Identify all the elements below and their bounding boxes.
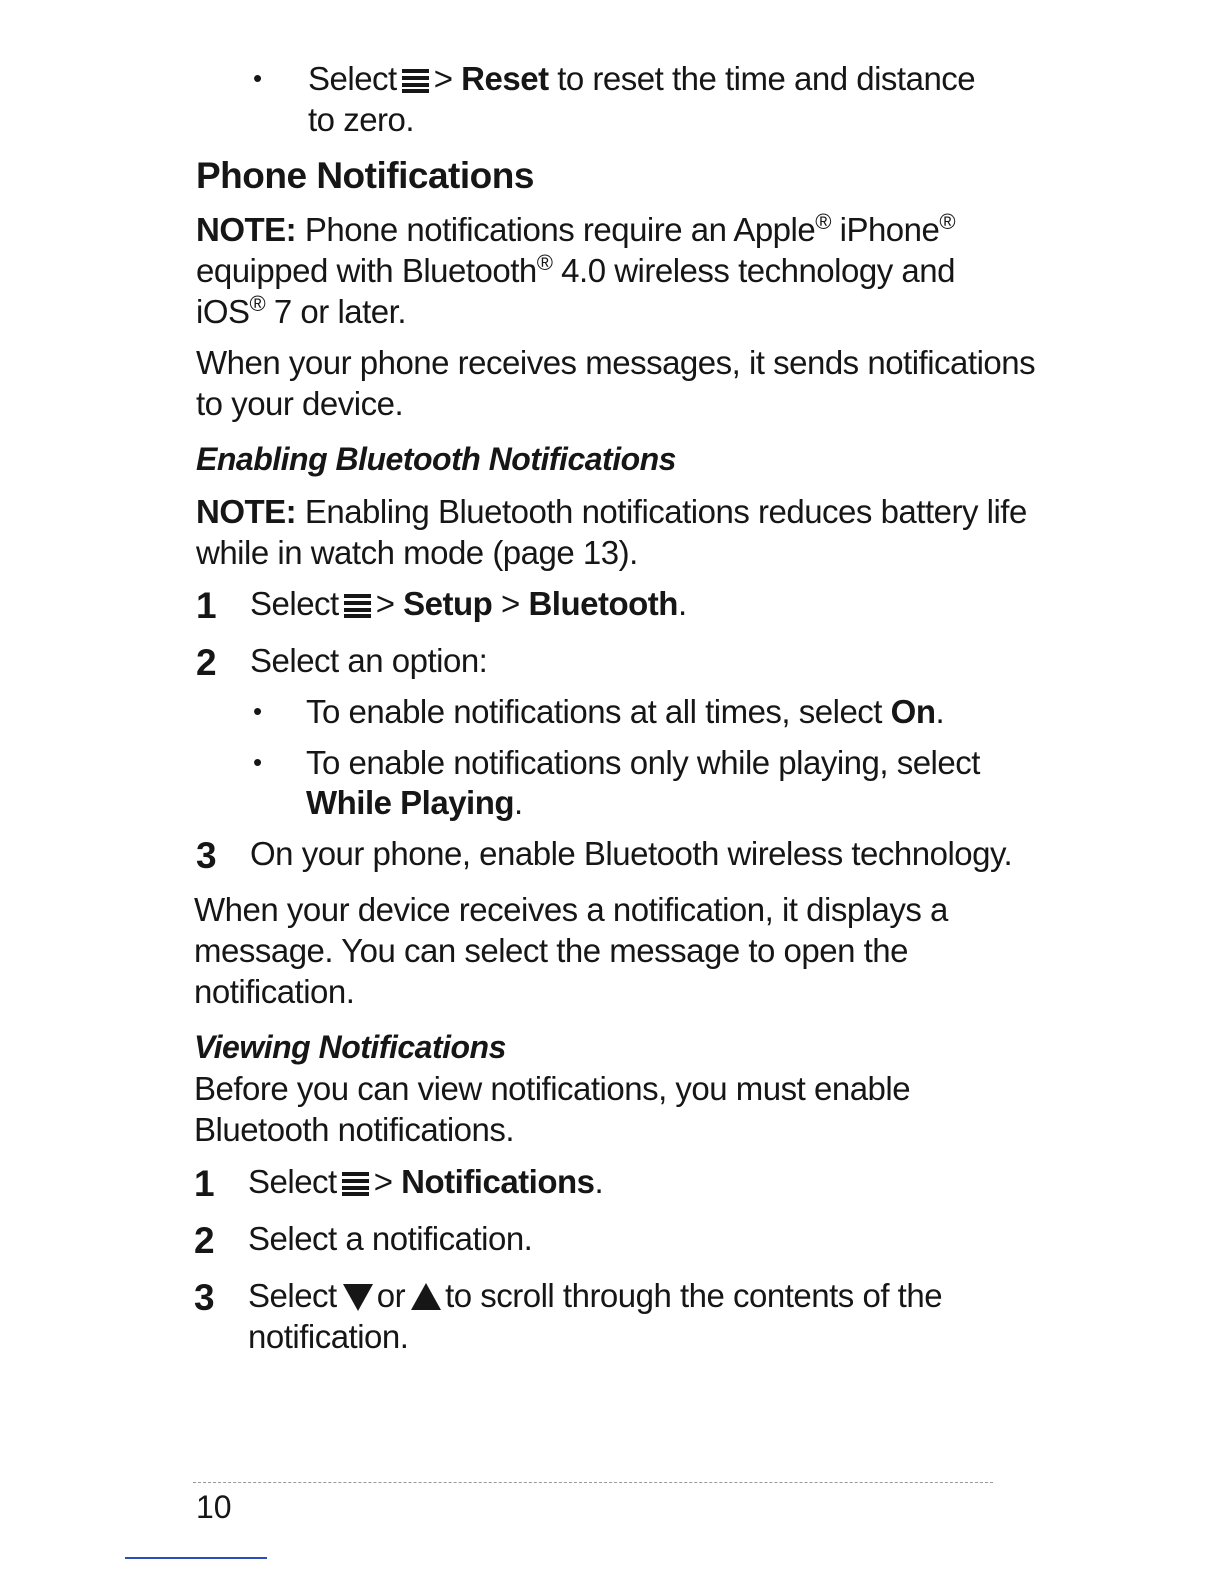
down-arrow-icon (343, 1284, 373, 1311)
scroll-text: to scroll through the contents of the (445, 1277, 943, 1314)
period: . (594, 1163, 604, 1200)
enabling-step2: Select an option: (250, 642, 488, 679)
viewing-step2: Select a notification. (248, 1220, 533, 1257)
select-word: Select (250, 585, 339, 622)
menu-icon (402, 69, 429, 93)
viewing-para-line2: Bluetooth notifications. (194, 1111, 515, 1148)
enabling-para-line2: message. You can select the message to open the (194, 932, 909, 969)
notifications-option: Notifications (401, 1163, 595, 1200)
step-number: 3 (196, 835, 217, 876)
option-on (306, 691, 944, 732)
period: . (935, 693, 945, 730)
note-text: 7 or later. (273, 293, 406, 330)
bullet-dot: • (253, 747, 263, 777)
on-option: On (890, 693, 936, 730)
step-number: 2 (196, 642, 217, 683)
select-word: Select (308, 60, 397, 97)
note-text: equipped with Bluetooth (196, 252, 537, 289)
option-text: To enable notifications at all times, select (306, 693, 882, 730)
note-text: iPhone (839, 211, 940, 248)
bullet-dot: • (253, 696, 263, 726)
gt-symbol: > (501, 585, 520, 622)
while-playing-option: While Playing (306, 784, 515, 821)
or-word: or (376, 1277, 406, 1314)
registered-mark: ® (815, 209, 831, 234)
option-while-playing-line2 (306, 782, 523, 823)
phone-para-line1: When your phone receives messages, it sends notifications (196, 344, 1036, 381)
phone-note-line1 (196, 209, 955, 250)
reset-bullet-line1 (308, 58, 975, 99)
enabling-para-line1: When your device receives a notification, it displays a (194, 891, 948, 928)
step-number: 1 (194, 1163, 215, 1204)
select-word: Select (248, 1277, 337, 1314)
note-text: Phone notifications require an Apple (304, 211, 816, 248)
note-label: NOTE: (196, 493, 297, 530)
viewing-step3-line2: notification. (248, 1318, 409, 1355)
note-label: NOTE: (196, 211, 297, 248)
select-word: Select (248, 1163, 337, 1200)
reset-option: Reset (461, 60, 549, 97)
gt-symbol: > (433, 60, 453, 97)
footer-divider (193, 1482, 993, 1483)
option-while-playing-line1: To enable notifications only while playing, select (306, 744, 980, 781)
phone-notifications-heading: Phone Notifications (196, 155, 534, 196)
step-number: 3 (194, 1277, 215, 1318)
bluetooth-option: Bluetooth (528, 585, 678, 622)
phone-note-line2 (196, 250, 955, 291)
bottom-edge-line (125, 1557, 267, 1559)
step-number: 1 (196, 585, 217, 626)
enabling-note-line2: while in watch mode (page 13). (196, 534, 638, 571)
step-number: 2 (194, 1220, 215, 1261)
page-number: 10 (196, 1489, 232, 1525)
enabling-para-line3: notification. (194, 973, 355, 1010)
phone-para-line2: to your device. (196, 385, 404, 422)
phone-note-line3 (196, 291, 406, 332)
note-text: Enabling Bluetooth notifications reduces battery life (304, 493, 1027, 530)
enabling-step3: On your phone, enable Bluetooth wireless technology. (250, 835, 1013, 872)
up-arrow-icon (411, 1283, 441, 1310)
registered-mark: ® (536, 250, 553, 275)
note-text: 4.0 wireless technology and (561, 252, 955, 289)
note-text: iOS (196, 293, 250, 330)
viewing-para-line1: Before you can view notifications, you must enable (194, 1070, 911, 1107)
registered-mark: ® (249, 291, 266, 316)
enabling-note-line1 (196, 491, 1027, 532)
menu-icon (342, 1172, 369, 1196)
period: . (677, 585, 687, 622)
setup-option: Setup (403, 585, 493, 622)
reset-bullet-text: to reset the time and distance (557, 60, 976, 97)
enabling-heading: Enabling Bluetooth Notifications (196, 441, 676, 477)
viewing-step1 (248, 1161, 603, 1202)
viewing-heading: Viewing Notifications (194, 1029, 506, 1065)
bullet-dot: • (253, 63, 263, 93)
gt-symbol: > (375, 585, 395, 622)
gt-symbol: > (373, 1163, 393, 1200)
period: . (514, 784, 523, 821)
enabling-step1 (250, 583, 687, 624)
viewing-step3-line1 (248, 1275, 942, 1316)
reset-bullet-line2: to zero. (308, 101, 415, 138)
registered-mark: ® (939, 209, 956, 234)
menu-icon (344, 594, 371, 618)
